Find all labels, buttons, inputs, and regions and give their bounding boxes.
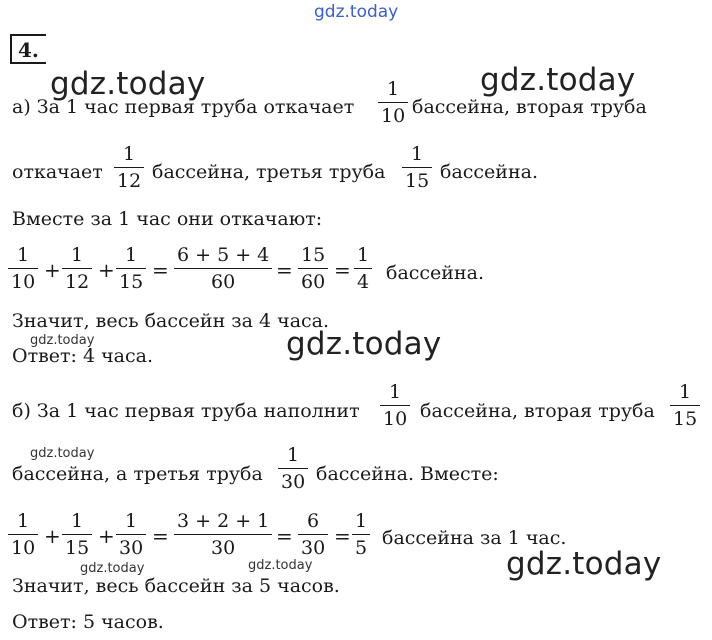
- equals-sign: =: [276, 524, 293, 548]
- equals-sign: =: [152, 524, 169, 548]
- eq-b-fraction-1-5: 1 5: [352, 511, 370, 559]
- eq-b-fraction-1-30: 1 30: [116, 511, 146, 559]
- problem-number: 4.: [10, 34, 46, 64]
- eq-a-fraction-1-15: 1 15: [116, 245, 146, 293]
- part-b-line1-start: б) За 1 час первая труба наполнит: [12, 400, 360, 422]
- part-a-line2-mid: бассейна, третья труба: [152, 161, 386, 183]
- fraction-b-1-30: 1 30: [278, 445, 308, 493]
- watermark-small: gdz.today: [248, 558, 313, 573]
- eq-a-fraction-1-4: 1 4: [354, 245, 372, 293]
- part-b-conclusion: Значит, весь бассейн за 5 часов.: [12, 575, 340, 597]
- fraction-a-1-15: 1 15: [402, 144, 432, 192]
- part-a-line3: Вместе за 1 час они откачают:: [12, 208, 323, 230]
- part-a-answer: Ответ: 4 часа.: [12, 345, 154, 367]
- watermark-small: gdz.today: [30, 333, 95, 348]
- eq-b-end-text: бассейна за 1 час.: [382, 527, 567, 549]
- part-a-line1-start: а) За 1 час первая труба откачает: [12, 96, 355, 118]
- equals-sign: =: [334, 258, 351, 282]
- part-b-line2-end: бассейна. Вместе:: [316, 463, 499, 485]
- fraction-a-1-10: 1 10: [378, 79, 408, 127]
- watermark-big: gdz.today: [286, 326, 442, 362]
- plus-sign: +: [98, 258, 115, 282]
- watermark-big: gdz.today: [50, 66, 206, 102]
- fraction-a-1-12: 1 12: [114, 144, 144, 192]
- watermark-big: gdz.today: [480, 62, 636, 98]
- eq-a-fraction-1-10: 1 10: [8, 245, 38, 293]
- part-a-line1-end: бассейна, вторая труба: [412, 96, 647, 118]
- eq-a-fraction-1-12: 1 12: [62, 245, 92, 293]
- plus-sign: +: [98, 524, 115, 548]
- fraction-b-1-15: 1 15: [670, 382, 700, 430]
- plus-sign: +: [44, 524, 61, 548]
- part-a-conclusion: Значит, весь бассейн за 4 часа.: [12, 310, 330, 332]
- eq-a-fraction-sum: 6 + 5 + 4 60: [174, 245, 272, 293]
- part-b-line1-end: бассейна, вторая труба: [420, 400, 655, 422]
- plus-sign: +: [44, 258, 61, 282]
- equals-sign: =: [276, 258, 293, 282]
- eq-b-fraction-sum: 3 + 2 + 1 30: [174, 511, 272, 559]
- watermark-big: gdz.today: [506, 546, 662, 582]
- eq-a-fraction-15-60: 15 60: [298, 245, 328, 293]
- part-b-line2-start: бассейна, а третья труба: [12, 463, 263, 485]
- eq-b-fraction-1-10: 1 10: [8, 511, 38, 559]
- equals-sign: =: [152, 258, 169, 282]
- equals-sign: =: [334, 524, 351, 548]
- part-b-answer: Ответ: 5 часов.: [12, 611, 164, 633]
- watermark-top: gdz.today: [314, 2, 399, 22]
- eq-a-end-text: бассейна.: [386, 262, 484, 284]
- fraction-b-1-10: 1 10: [380, 382, 410, 430]
- watermark-small: gdz.today: [30, 446, 95, 461]
- eq-b-fraction-6-30: 6 30: [298, 511, 328, 559]
- watermark-small: gdz.today: [80, 561, 145, 576]
- eq-b-fraction-1-15: 1 15: [62, 511, 92, 559]
- part-a-line2-start: откачает: [12, 161, 103, 183]
- part-a-line2-end: бассейна.: [440, 161, 538, 183]
